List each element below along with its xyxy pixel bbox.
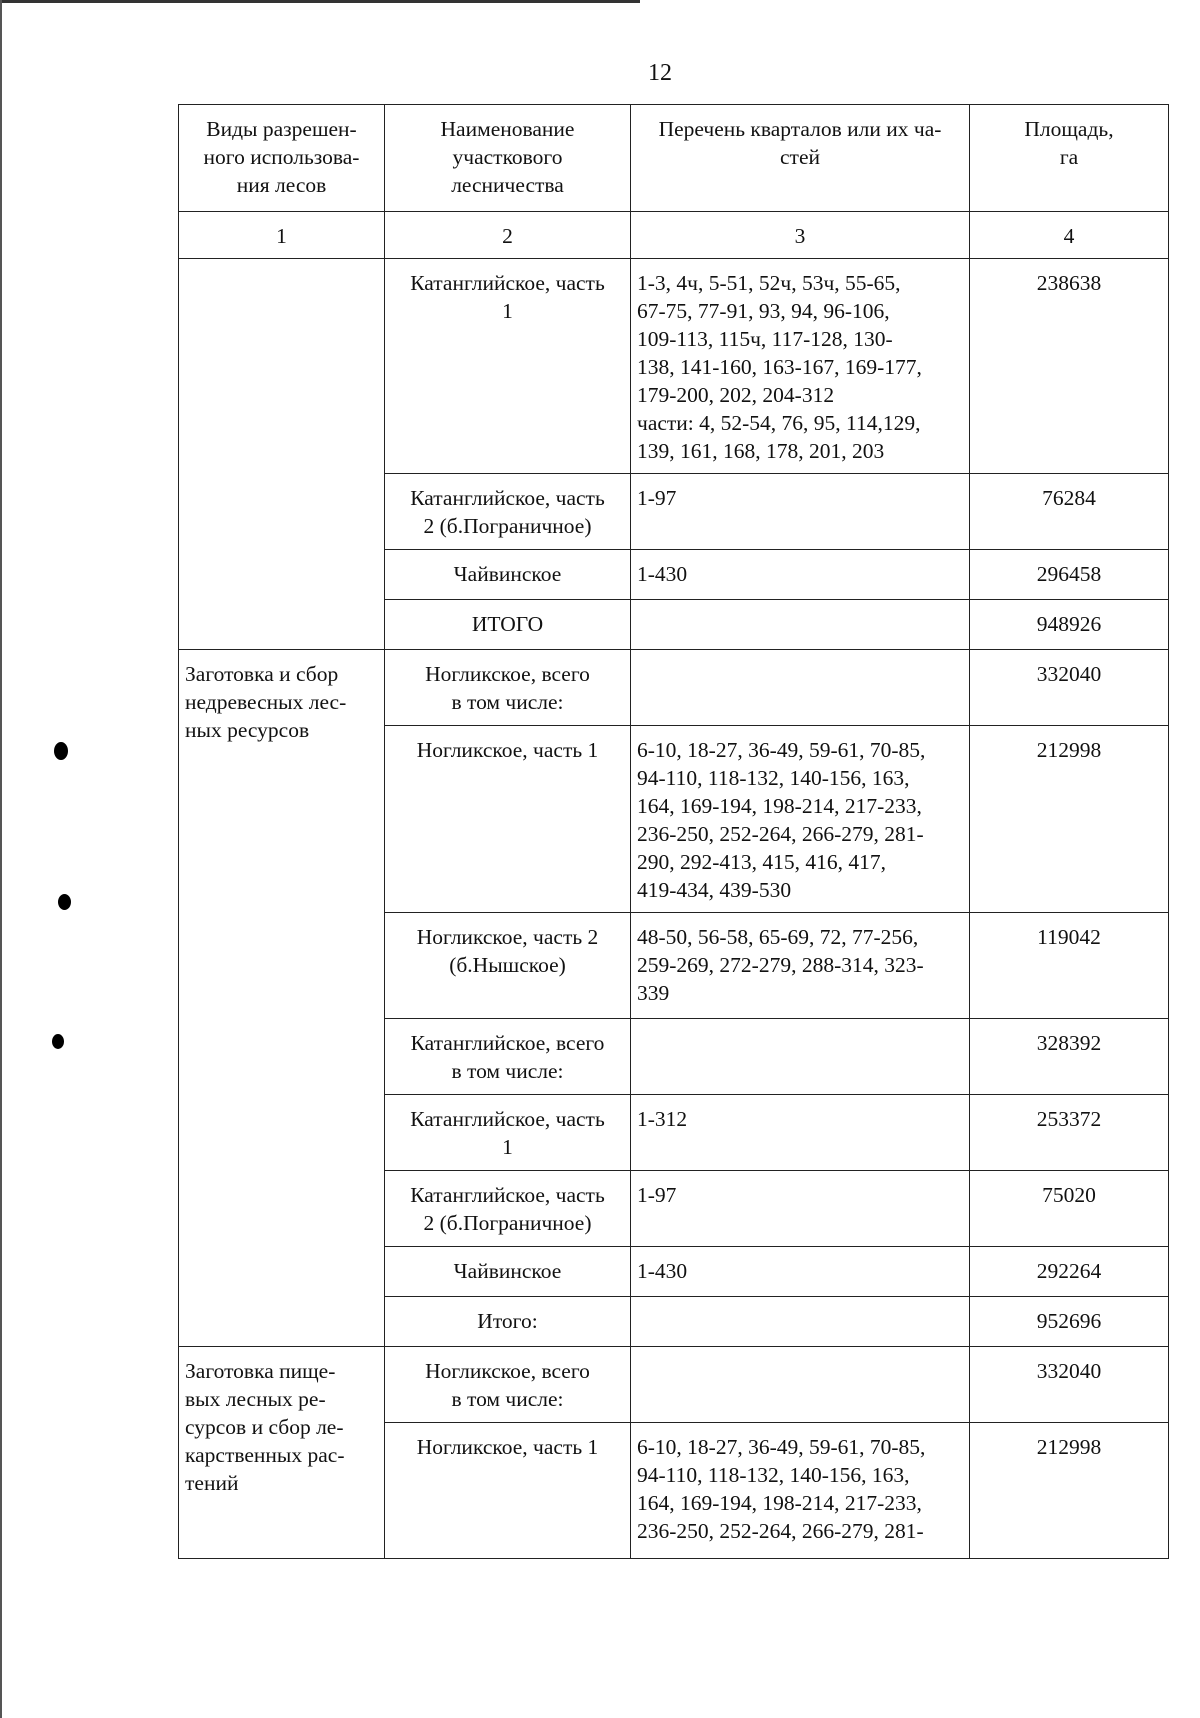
quarters-cell: 1-312 [631,1095,970,1171]
column-number: 3 [631,212,970,259]
forestry-name-cell: Ногликское, часть 2 (б.Нышское) [385,913,631,1019]
column-number: 2 [385,212,631,259]
column-number: 1 [179,212,385,259]
quarters-cell: 6-10, 18-27, 36-49, 59-61, 70-85, 94-110, 118-132, 140-156, 163, 164, 169-194, 198-214, 217-233, 236-250, 252-264, 266-279, 281- [631,1423,970,1559]
scan-speck [52,1034,64,1049]
quarters-cell: 1-430 [631,1247,970,1297]
area-cell: 296458 [970,550,1169,600]
header-area: Площадь, га [970,105,1169,212]
forestry-name-cell: Итого: [385,1297,631,1347]
use-type-cell: Заготовка и сбор недревесных лес- ных ресурсов [179,650,385,1347]
column-number: 4 [970,212,1169,259]
table-row [179,259,1169,474]
area-cell: 75020 [970,1171,1169,1247]
forestry-name-cell: Катанглийское, часть 2 (б.Пограничное) [385,1171,631,1247]
area-cell: 332040 [970,650,1169,726]
area-cell: 119042 [970,913,1169,1019]
area-cell: 292264 [970,1247,1169,1297]
scan-top-edge [0,0,640,3]
forest-use-table [178,104,1169,1559]
header-quarters-list: Перечень кварталов или их ча- стей [631,105,970,212]
quarters-cell: 1-97 [631,1171,970,1247]
area-cell: 332040 [970,1347,1169,1423]
scan-left-edge [0,0,2,1718]
scan-speck [58,894,71,910]
forestry-name-cell: Ногликское, всего в том числе: [385,650,631,726]
forestry-name-cell: Ногликское, часть 1 [385,1423,631,1559]
area-cell: 76284 [970,474,1169,550]
use-type-cell: Заготовка пище- вых лесных ре- сурсов и сбор ле- карственных рас- тений [179,1347,385,1559]
forestry-name-cell: Чайвинское [385,550,631,600]
forestry-name-cell: ИТОГО [385,600,631,650]
quarters-cell [631,1297,970,1347]
header-use-type: Виды разрешен- ного использова- ния лесов [179,105,385,212]
quarters-cell: 48-50, 56-58, 65-69, 72, 77-256, 259-269, 272-279, 288-314, 323- 339 [631,913,970,1019]
quarters-cell: 6-10, 18-27, 36-49, 59-61, 70-85, 94-110, 118-132, 140-156, 163, 164, 169-194, 198-214, 217-233, 236-250, 252-264, 266-279, 281- 290, 292-413, 415, 416, 417, 419-434, 439-530 [631,726,970,913]
table-header-row [179,105,1169,212]
area-cell: 328392 [970,1019,1169,1095]
area-cell: 253372 [970,1095,1169,1171]
forestry-name-cell: Катанглийское, часть 1 [385,1095,631,1171]
forestry-name-cell: Ногликское, часть 1 [385,726,631,913]
quarters-cell [631,650,970,726]
area-cell: 948926 [970,600,1169,650]
header-forestry-name: Наименование участкового лесничества [385,105,631,212]
quarters-cell [631,600,970,650]
quarters-cell: 1-430 [631,550,970,600]
forestry-name-cell: Катанглийское, часть 1 [385,259,631,474]
forestry-name-cell: Катанглийское, часть 2 (б.Пограничное) [385,474,631,550]
quarters-cell [631,1019,970,1095]
quarters-cell [631,1347,970,1423]
scan-speck [54,742,68,760]
forestry-name-cell: Чайвинское [385,1247,631,1297]
table-body [179,259,1169,1559]
forestry-name-cell: Ногликское, всего в том числе: [385,1347,631,1423]
area-cell: 212998 [970,1423,1169,1559]
table-row [179,650,1169,726]
area-cell: 238638 [970,259,1169,474]
quarters-cell: 1-97 [631,474,970,550]
area-cell: 212998 [970,726,1169,913]
column-number-row [179,212,1169,259]
table-row [179,1347,1169,1423]
use-type-cell [179,259,385,650]
area-cell: 952696 [970,1297,1169,1347]
page-number: 12 [648,60,672,86]
quarters-cell: 1-3, 4ч, 5-51, 52ч, 53ч, 55-65, 67-75, 77-91, 93, 94, 96-106, 109-113, 115ч, 117-128, 130- 138, 141-160, 163-167, 169-177, 179-200, 202, 204-312 части: 4, 52-54, 76, 95, 114,129, 139, 161, 168, 178, 201, 203 [631,259,970,474]
forestry-name-cell: Катанглийское, всего в том числе: [385,1019,631,1095]
